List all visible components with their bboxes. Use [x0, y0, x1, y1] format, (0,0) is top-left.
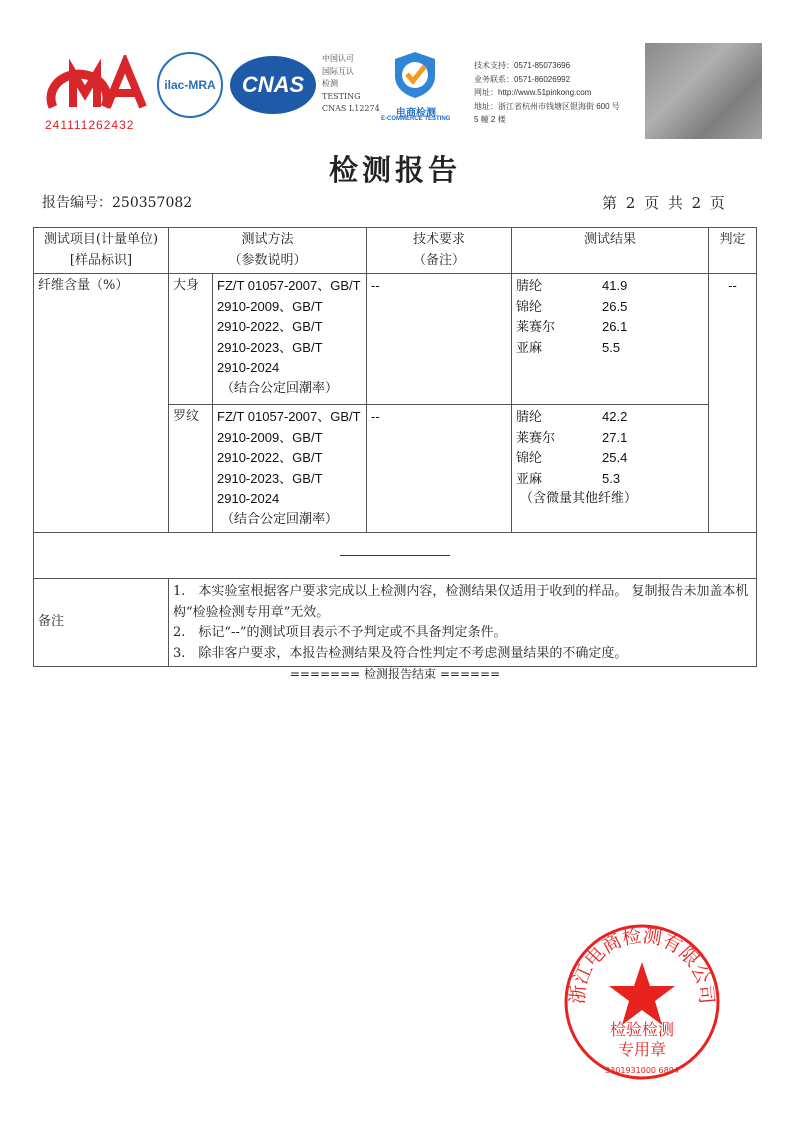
part-label: 罗纹	[169, 405, 213, 533]
shield-check-icon	[392, 50, 438, 100]
table-header-row	[34, 228, 757, 274]
notes-row	[34, 579, 757, 667]
cnas-text: 中国认可 国际互认 检测 TESTING CNAS L12274	[322, 54, 380, 113]
ecommerce-logo-en: E-COMMERCE TESTING	[381, 116, 451, 122]
table-row	[34, 274, 757, 405]
results-table	[33, 227, 757, 667]
report-end: ======= 检测报告结束 ======	[289, 667, 501, 681]
part-label: 大身	[169, 274, 213, 405]
results: 腈纶 41.9 锦纶 26.5 莱赛尔 26.1 亚麻 5.5	[512, 274, 709, 405]
ilac-mra-logo: ilac-MRA	[157, 52, 223, 118]
page-indicator: 第 2 页 共 2 页	[602, 194, 727, 212]
svg-text:检验检测: 检验检测	[609, 1020, 675, 1039]
requirement: --	[367, 405, 512, 533]
empty-row	[34, 533, 757, 579]
header-requirement: 技术要求 （备注）	[367, 228, 512, 274]
method: FZ/T 01057-2007、GB/T 2910-2009、GB/T 2910-2022、GB/T 2910-2023、GB/T 2910-2024 （结合公定回潮率）	[213, 405, 367, 533]
notes-label: 备注	[34, 579, 169, 667]
header-result: 测试结果	[512, 228, 709, 274]
official-seal	[562, 922, 722, 1082]
cma-number: 241111262432	[45, 118, 135, 132]
contact-info: 技术支持：0571-85073696 业务联系：0571-86026992 网址：http://www.51pinkong.com 地址：浙江省杭州市钱塘区银海街 600 号 5 幢 2 楼	[474, 61, 620, 124]
header-method: 测试方法 （参数说明）	[169, 228, 367, 274]
test-item: 纤维含量（%）	[34, 274, 169, 533]
results: 腈纶 42.2 莱赛尔 27.1 锦纶 25.4 亚麻 5.3 （含微量其他纤维）	[512, 405, 709, 533]
report-title: 检测报告	[328, 153, 461, 187]
notes: 1. 本实验室根据客户要求完成以上检测内容，检测结果仅适用于收到的样品。 复制报告未加盖本机构“检验检测专用章”无效。 2. 标记“--”的测试项目表示不予判定或不具备判定条件。 3. 除非客户要求，本报告检测结果及符合性判定不考虑测量结果的不确定度。	[169, 579, 757, 667]
method: FZ/T 01057-2007、GB/T 2910-2009、GB/T 2910-2022、GB/T 2910-2023、GB/T 2910-2024 （结合公定回潮率）	[213, 274, 367, 405]
header-item: 测试项目(计量单位) [样品标识]	[34, 228, 169, 274]
ecommerce-logo: 电商检测	[396, 108, 436, 119]
judgement: --	[709, 274, 757, 533]
divider	[340, 555, 450, 556]
svg-text:专用章: 专用章	[617, 1040, 667, 1059]
svg-text:3301931000 6894: 3301931000 6894	[605, 1066, 679, 1075]
requirement: --	[367, 274, 512, 405]
cma-logo	[45, 55, 147, 115]
qr-code-blurred	[645, 43, 762, 139]
report-number: 报告编号：250357082	[42, 195, 193, 211]
header-judgement: 判定	[709, 228, 757, 274]
cnas-logo: CNAS	[230, 56, 316, 114]
svg-text:浙江电商检测有限公司: 浙江电商检测有限公司	[566, 924, 718, 1005]
